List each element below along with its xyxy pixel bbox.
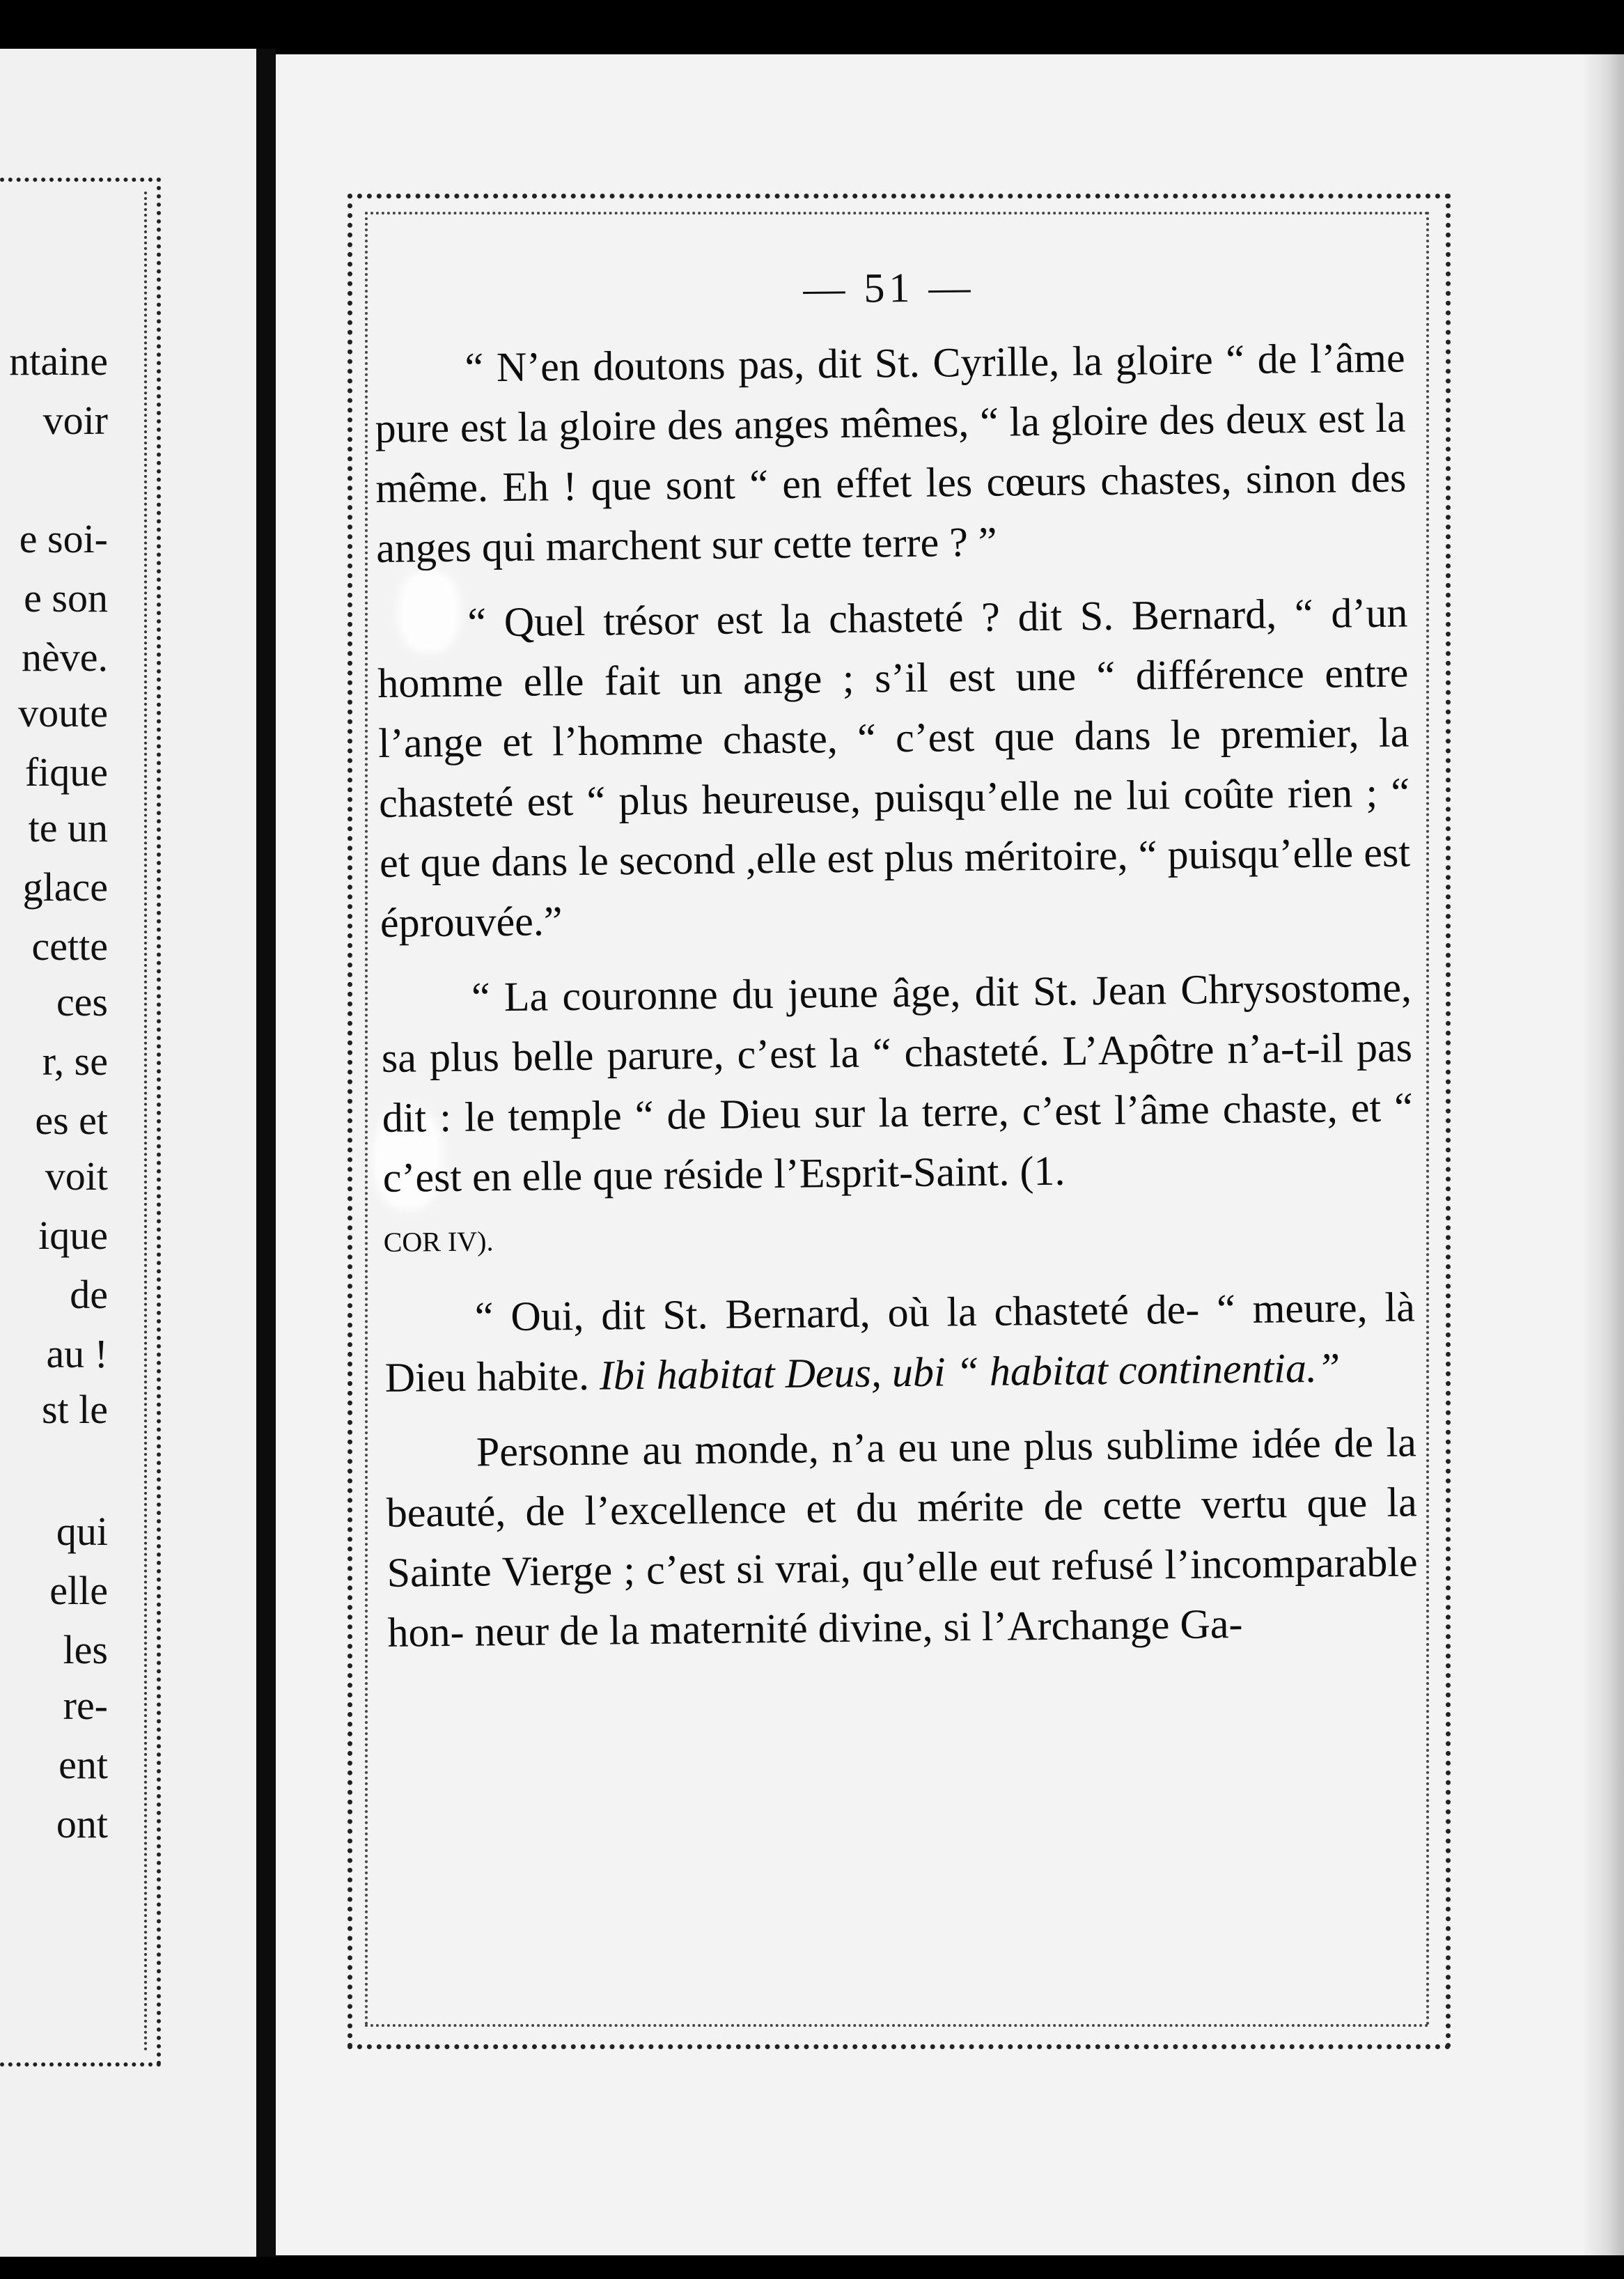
chrysostome-text: “ La couronne du jeune âge, dit St. Jean Chrysostome, sa plus belle parure, c’est la “ chasteté. L’Apôtre n’a-t-il pas dit : le temple “ de Dieu sur la terre, c’est l’âme chaste, et “ c’est en elle que réside l’Esprit-Saint. (1. (381, 964, 1414, 1201)
book-spine (256, 49, 276, 2257)
left-page-fragment: nève. (22, 635, 108, 680)
latin-quote: Ibi habitat Deus, ubi “ habitat continentia.” (599, 1344, 1341, 1399)
left-page-fragment: ntaine (9, 339, 108, 384)
left-page-fragment: ent (58, 1742, 108, 1787)
left-page-fragment: e son (24, 575, 108, 621)
left-page-fragment: voute (18, 690, 108, 736)
citation: COR IV). (383, 1225, 494, 1258)
page-edge-shadow (1582, 54, 1624, 2255)
paragraph-sainte-vierge: Personne au monde, n’a eu une plus sublime idée de la beauté, de l’excellence et du mérite de cette vertu que la Sainte Vierge ; c’est si vrai, qu’elle eut refusé l’incomparable hon- neur de la maternité divine, si l’Archange Ga- (386, 1419, 1418, 1656)
left-page-fragment: au ! (46, 1331, 108, 1376)
page-number: — 51 — (803, 263, 975, 312)
left-page-fragment: r, se (42, 1039, 108, 1084)
left-page-fragment: elle (49, 1568, 108, 1613)
citation-line (383, 1197, 1414, 1272)
left-page-fragment: fique (24, 749, 108, 795)
left-page-fragment: cette (31, 924, 108, 969)
paragraph-chrysostome (381, 957, 1414, 1207)
paragraph-bernard-treasure: “ Quel trésor est la chasteté ? dit S. Bernard, “ d’un homme elle fait un ange ; s’il est une “ différence entre l’ange et l’homme chaste, “ c’est que dans le premier, la chasteté est “ plus heureuse, puisqu’elle ne lui coûte rien ; “ et que dans le second ,elle est plus méritoire, “ puisqu’elle est éprouvée.” (377, 589, 1411, 946)
page-text (373, 253, 1419, 1678)
left-page-fragment: voir (42, 398, 108, 443)
left-page-fragment: qui (56, 1509, 108, 1554)
left-page-fragment: voit (45, 1153, 108, 1199)
left-page-fragment: st le (41, 1387, 108, 1432)
left-page-fragment: es et (35, 1098, 108, 1143)
left-page-fragment: ique (38, 1213, 108, 1258)
left-page-fragment: e soi- (19, 516, 108, 561)
left-page-fragment: de (70, 1272, 108, 1317)
left-page-fragment: les (63, 1627, 108, 1672)
left-page-fragment: te un (28, 805, 108, 850)
right-page (276, 54, 1624, 2255)
paragraph-cyrille: “ N’en doutons pas, dit St. Cyrille, la gloire “ de l’âme pure est la gloire des anges mêmes, “ la gloire des deux est la même. Eh ! que sont “ en effet les cœurs chastes, sinon des anges qui marchent sur cette terre ? ” (375, 334, 1407, 571)
bernard-dwelling-text: “ Oui, dit St. Bernard, où la chasteté de- “ meure, là Dieu habite. (384, 1284, 1416, 1401)
paragraph-bernard-dwelling (384, 1277, 1416, 1407)
left-page-fragment: glace (22, 864, 108, 910)
left-page-fragment: ont (56, 1801, 108, 1846)
left-page-fragment: re- (63, 1683, 108, 1728)
left-page-fragment: ces (56, 979, 108, 1025)
